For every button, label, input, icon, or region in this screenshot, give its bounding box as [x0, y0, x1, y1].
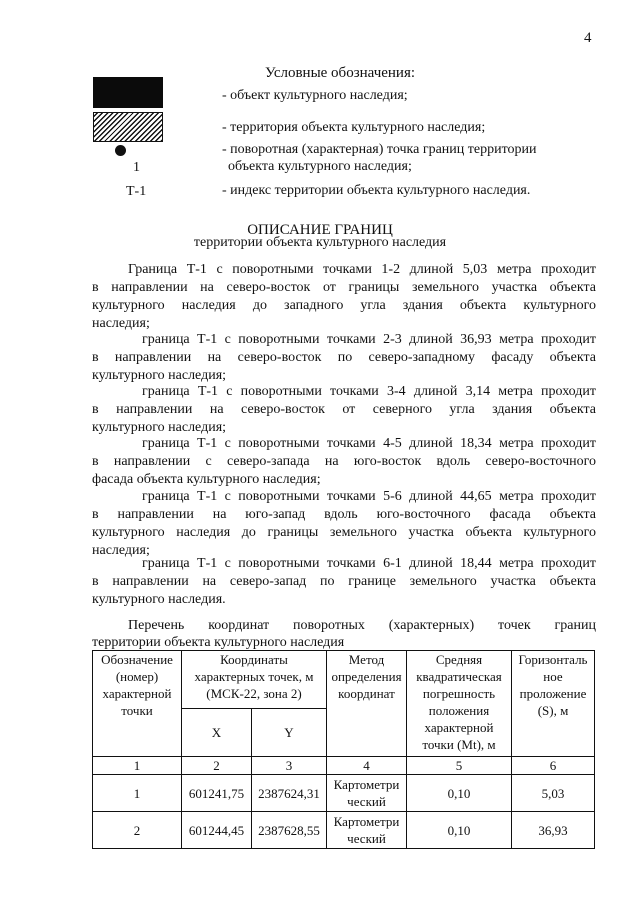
section-subheading: территории объекта культурного наследия: [193, 235, 447, 250]
table-row: [93, 775, 595, 812]
cell-method: Картометри ческий: [327, 812, 407, 849]
column-number-3: 3: [252, 757, 327, 775]
turning-point-symbol-label: 1: [133, 160, 140, 175]
turning-point-dot-icon: [115, 145, 126, 156]
boundary-paragraph-2: граница Т-1 с поворотными точками 2-3 длиной 36,93 метра проходит в направлении на северо-восток по северо-западному фасаду объекта культурного наследия;: [92, 332, 596, 383]
legend-item-territory: - территория объекта культурного наследия;: [222, 120, 486, 135]
cell-point: 2: [93, 812, 182, 849]
header-mean-error: Средняя квадратическая погрешность положения характерной точки (Mt), м: [407, 651, 512, 757]
column-number-2: 2: [182, 757, 252, 775]
section-heading: ОПИСАНИЕ ГРАНИЦ: [247, 222, 393, 238]
cell-y: 2387628,55: [252, 812, 327, 849]
column-number-4: 4: [327, 757, 407, 775]
heritage-object-swatch: [93, 77, 163, 108]
header-horizontal-distance: Горизонталь ное проложение (S), м: [512, 651, 595, 757]
legend-item-point-line2: объекта культурного наследия;: [228, 159, 412, 174]
legend-item-index: - индекс территории объекта культурного наследия.: [222, 183, 531, 198]
header-coordinates: Координаты характерных точек, м (МСК-22, зона 2): [182, 651, 327, 709]
boundary-paragraph-3: граница Т-1 с поворотными точками 3-4 длиной 3,14 метра проходит в направлении на северо-восток от северного угла здания объекта культурного наследия;: [92, 384, 596, 435]
boundary-paragraph-4: граница Т-1 с поворотными точками 4-5 длиной 18,34 метра проходит в направлении с северо-запада на юго-восток вдоль северо-восточного фасада объекта культурного наследия;: [92, 436, 596, 487]
table-row: [93, 812, 595, 849]
cell-method: Картометри ческий: [327, 775, 407, 812]
boundary-paragraph-1: Граница Т-1 с поворотными точками 1-2 длиной 5,03 метра проходит в направлении на северо-восток от границы земельного участка объекта культурного наследия до западного угла здания объекта культурного наследия;: [92, 262, 596, 331]
header-x: X: [182, 709, 252, 757]
coordinates-list-heading: Перечень координат поворотных (характерных) точек границ территории объекта культурного наследия: [92, 618, 596, 650]
legend-item-point-line1: - поворотная (характерная) точка границ территории: [222, 142, 537, 157]
header-y: Y: [252, 709, 327, 757]
cell-mt: 0,10: [407, 775, 512, 812]
cell-s: 5,03: [512, 775, 595, 812]
coordinates-table: [92, 650, 595, 849]
page-number: 4: [584, 30, 592, 46]
territory-index-symbol: Т-1: [126, 184, 147, 199]
cell-s: 36,93: [512, 812, 595, 849]
cell-mt: 0,10: [407, 812, 512, 849]
column-number-6: 6: [512, 757, 595, 775]
header-point-designation: Обозначение (номер) характерной точки: [93, 651, 182, 757]
header-method: Метод определения координат: [327, 651, 407, 757]
legend-title: Условные обозначения:: [265, 65, 416, 81]
heritage-territory-swatch: [93, 112, 163, 142]
column-number-5: 5: [407, 757, 512, 775]
cell-y: 2387624,31: [252, 775, 327, 812]
column-number-1: 1: [93, 757, 182, 775]
legend-item-object: - объект культурного наследия;: [222, 88, 408, 103]
cell-x: 601244,45: [182, 812, 252, 849]
boundary-paragraph-5: граница Т-1 с поворотными точками 5-6 длиной 44,65 метра проходит в направлении на юго-запад вдоль юго-восточного фасада объекта культурного наследия до границы земельного участка объекта культурного наследия;: [92, 489, 596, 558]
cell-point: 1: [93, 775, 182, 812]
boundary-paragraph-6: граница Т-1 с поворотными точками 6-1 длиной 18,44 метра проходит в направлении на северо-запад по границе земельного участка объекта культурного наследия.: [92, 556, 596, 607]
cell-x: 601241,75: [182, 775, 252, 812]
